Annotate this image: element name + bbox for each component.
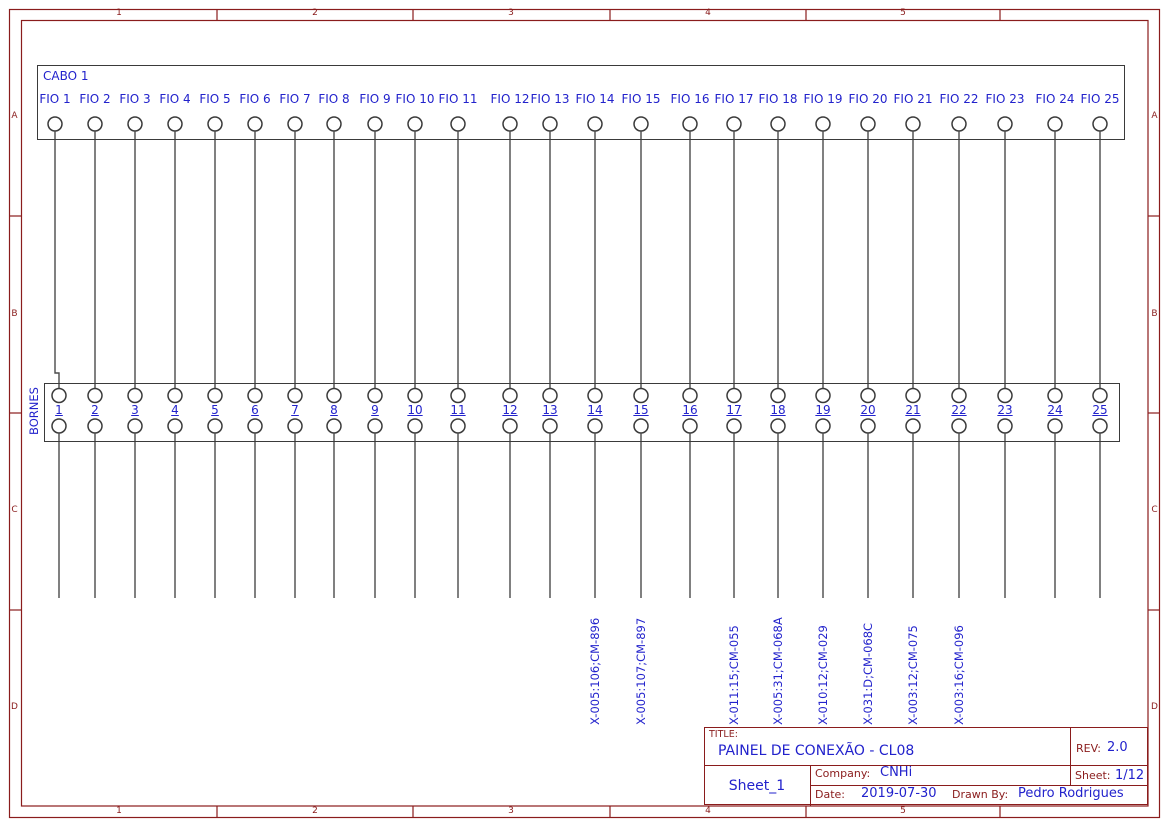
cable-wire-label: FIO 13 [530, 92, 570, 106]
sheet-number-label: Sheet: [1075, 769, 1111, 782]
grid-row-left-D: D [11, 702, 18, 712]
grid-row-left-C: C [11, 505, 18, 515]
cable-wire-label: FIO 21 [893, 92, 933, 106]
cable-wire-label: FIO 3 [119, 92, 151, 106]
terminal-number: 21 [905, 403, 921, 417]
grid-col-top-3: 3 [508, 8, 514, 18]
terminal-number: 9 [371, 403, 379, 417]
grid-row-right-A: A [1151, 111, 1158, 121]
terminal-number: 16 [682, 403, 698, 417]
terminal-number: 17 [726, 403, 742, 417]
sheet-number-value: 1/12 [1115, 768, 1145, 783]
wire [55, 131, 59, 389]
cable-wire-label: FIO 20 [848, 92, 888, 106]
grid-col-bottom-4: 4 [705, 806, 711, 816]
drawn-by-label: Drawn By: [952, 788, 1009, 801]
cable-wire-label: FIO 12 [490, 92, 530, 106]
cable-wire-label: FIO 11 [438, 92, 478, 106]
net-label: X-005:106;CM-896 [588, 617, 602, 725]
cable-wire-label: FIO 5 [199, 92, 231, 106]
grid-col-top-1: 1 [116, 8, 122, 18]
cable-name: CABO 1 [43, 69, 89, 83]
terminal-number: 25 [1092, 403, 1108, 417]
cable-wire-label: FIO 9 [359, 92, 391, 106]
terminal-number: 19 [815, 403, 831, 417]
sheet-name: Sheet_1 [728, 778, 786, 794]
net-label: X-005:107;CM-897 [634, 617, 648, 725]
grid-col-bottom-2: 2 [312, 806, 318, 816]
net-label: X-011:15;CM-055 [727, 625, 741, 725]
cable-wire-label: FIO 22 [939, 92, 979, 106]
title-label: TITLE: [709, 729, 738, 740]
grid-row-right-B: B [1151, 309, 1158, 319]
cable-wire-label: FIO 2 [79, 92, 111, 106]
terminal-number: 23 [997, 403, 1013, 417]
terminal-number: 11 [450, 403, 466, 417]
terminal-number: 5 [211, 403, 219, 417]
terminal-number: 1 [55, 403, 63, 417]
cable-wire-label: FIO 18 [758, 92, 798, 106]
terminal-number: 24 [1047, 403, 1063, 417]
cable-wire-label: FIO 7 [279, 92, 311, 106]
terminal-number: 20 [860, 403, 876, 417]
grid-row-left-A: A [11, 111, 18, 121]
terminal-number: 8 [330, 403, 338, 417]
cable-wire-label: FIO 16 [670, 92, 710, 106]
rev-value: 2.0 [1107, 740, 1128, 755]
grid-col-top-2: 2 [312, 8, 318, 18]
terminal-number: 12 [502, 403, 518, 417]
terminal-number: 10 [407, 403, 423, 417]
grid-row-right-D: D [1151, 702, 1158, 712]
cable-wire-label: FIO 19 [803, 92, 843, 106]
terminal-block-name: BORNES [27, 387, 41, 435]
terminal-number: 3 [131, 403, 139, 417]
terminal-number: 6 [251, 403, 259, 417]
net-label: X-003:16;CM-096 [952, 625, 966, 725]
grid-row-left-B: B [11, 309, 18, 319]
terminal-number: 15 [633, 403, 649, 417]
cable-wire-label: FIO 10 [395, 92, 435, 106]
cable-wire-label: FIO 14 [575, 92, 615, 106]
net-label: X-005:31;CM-068A [771, 617, 785, 725]
date-value: 2019-07-30 [861, 786, 937, 801]
sheet-title: PAINEL DE CONEXÃO - CL08 [718, 743, 915, 759]
date-label: Date: [815, 788, 845, 801]
rev-label: REV: [1076, 742, 1101, 755]
grid-col-bottom-1: 1 [116, 806, 122, 816]
terminal-number: 2 [91, 403, 99, 417]
title-block-divider [705, 765, 1147, 766]
cable-wire-label: FIO 15 [621, 92, 661, 106]
grid-col-top-5: 5 [900, 8, 906, 18]
cable-wire-label: FIO 24 [1035, 92, 1075, 106]
grid-row-right-C: C [1151, 505, 1158, 515]
title-block-divider [1070, 728, 1071, 786]
company-value: CNHi [880, 765, 913, 780]
net-label: X-031:D;CM-068C [861, 622, 875, 725]
grid-col-bottom-5: 5 [900, 806, 906, 816]
terminal-number: 13 [542, 403, 558, 417]
grid-col-top-4: 4 [705, 8, 711, 18]
terminal-number: 4 [171, 403, 179, 417]
drawn-by-value: Pedro Rodrigues [1018, 786, 1124, 801]
cable-wire-label: FIO 8 [318, 92, 350, 106]
terminal-number: 18 [770, 403, 786, 417]
terminal-number: 22 [951, 403, 967, 417]
terminal-number: 14 [587, 403, 603, 417]
net-label: X-010:12;CM-029 [816, 625, 830, 725]
net-label: X-003:12;CM-075 [906, 625, 920, 725]
company-label: Company: [815, 767, 871, 780]
cable-wire-label: FIO 25 [1080, 92, 1120, 106]
cable-wire-label: FIO 23 [985, 92, 1025, 106]
cable-wire-label: FIO 17 [714, 92, 754, 106]
cable-wire-label: FIO 4 [159, 92, 191, 106]
cable-wire-label: FIO 1 [39, 92, 71, 106]
cable-wire-label: FIO 6 [239, 92, 271, 106]
terminal-number: 7 [291, 403, 299, 417]
grid-col-bottom-3: 3 [508, 806, 514, 816]
